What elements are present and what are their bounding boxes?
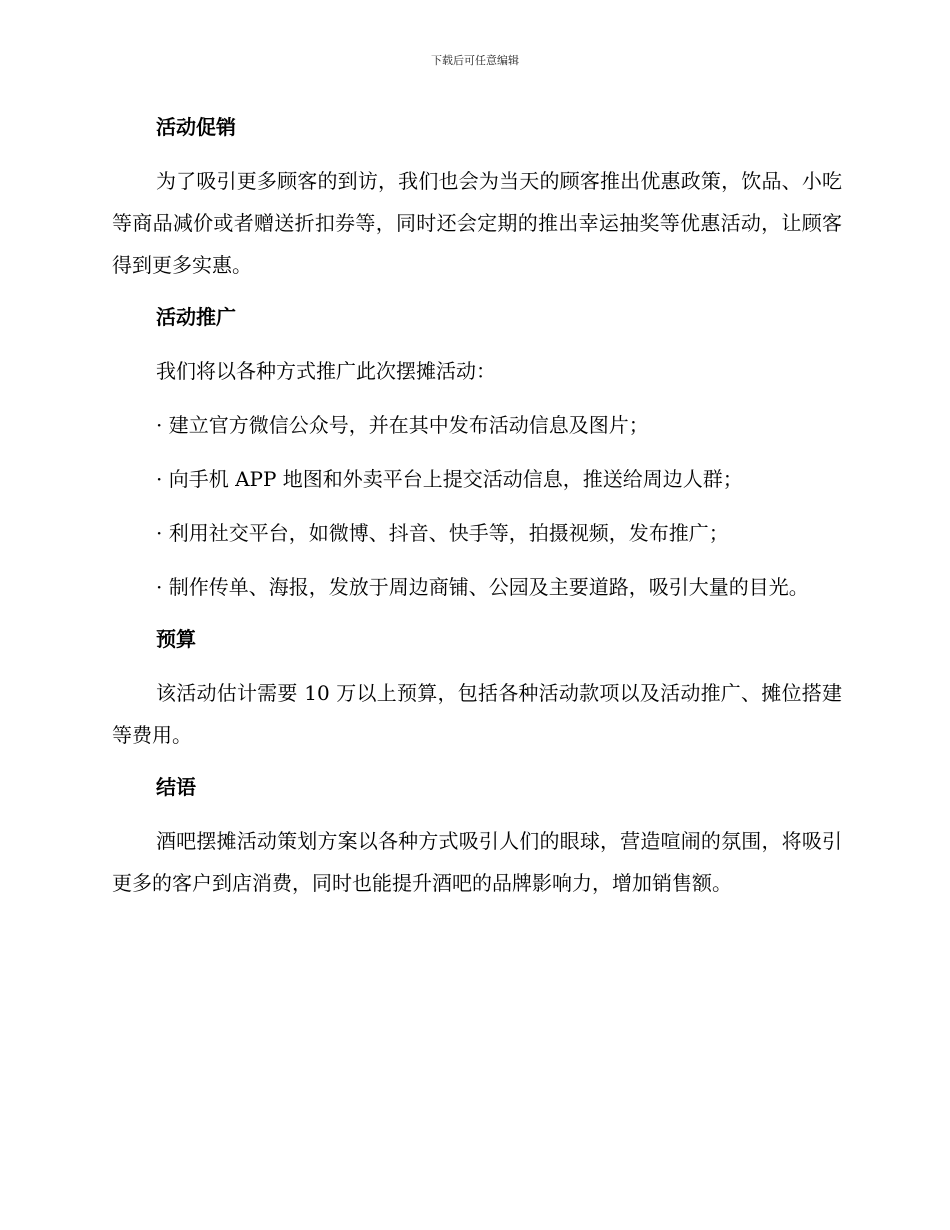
- section-heading-conclusion: 结语: [156, 775, 196, 799]
- paragraph-budget: 该活动估计需要 10 万以上预算，包括各种活动款项以及活动推广、摊位搭建等费用。: [112, 681, 842, 747]
- page-header: 下载后可任意编辑: [431, 54, 519, 67]
- section-heading-promotion: 活动促销: [156, 115, 236, 139]
- paragraph-promotion: 为了吸引更多顾客的到访，我们也会为当天的顾客推出优惠政策，饮品、小吃等商品减价或者赠送折扣券等，同时还会定期的推出幸运抽奖等优惠活动，让顾客得到更多实惠。: [112, 169, 842, 277]
- list-item-social: · 利用社交平台，如微博、抖音、快手等，拍摄视频，发布推广；: [156, 521, 729, 545]
- section-heading-budget: 预算: [156, 627, 196, 651]
- section-heading-marketing: 活动推广: [156, 305, 236, 329]
- document-body: [112, 110, 842, 904]
- list-item-flyers: · 制作传单、海报，发放于周边商铺、公园及主要道路，吸引大量的目光。: [156, 575, 809, 599]
- paragraph-marketing-intro: 我们将以各种方式推广此次摆摊活动：: [156, 359, 496, 383]
- list-item-wechat: · 建立官方微信公众号，并在其中发布活动信息及图片；: [156, 413, 649, 437]
- list-item-app-map: · 向手机 APP 地图和外卖平台上提交活动信息，推送给周边人群；: [156, 467, 743, 491]
- paragraph-conclusion: 酒吧摆摊活动策划方案以各种方式吸引人们的眼球，营造喧闹的氛围，将吸引更多的客户到店消费，同时也能提升酒吧的品牌影响力，增加销售额。: [112, 829, 842, 895]
